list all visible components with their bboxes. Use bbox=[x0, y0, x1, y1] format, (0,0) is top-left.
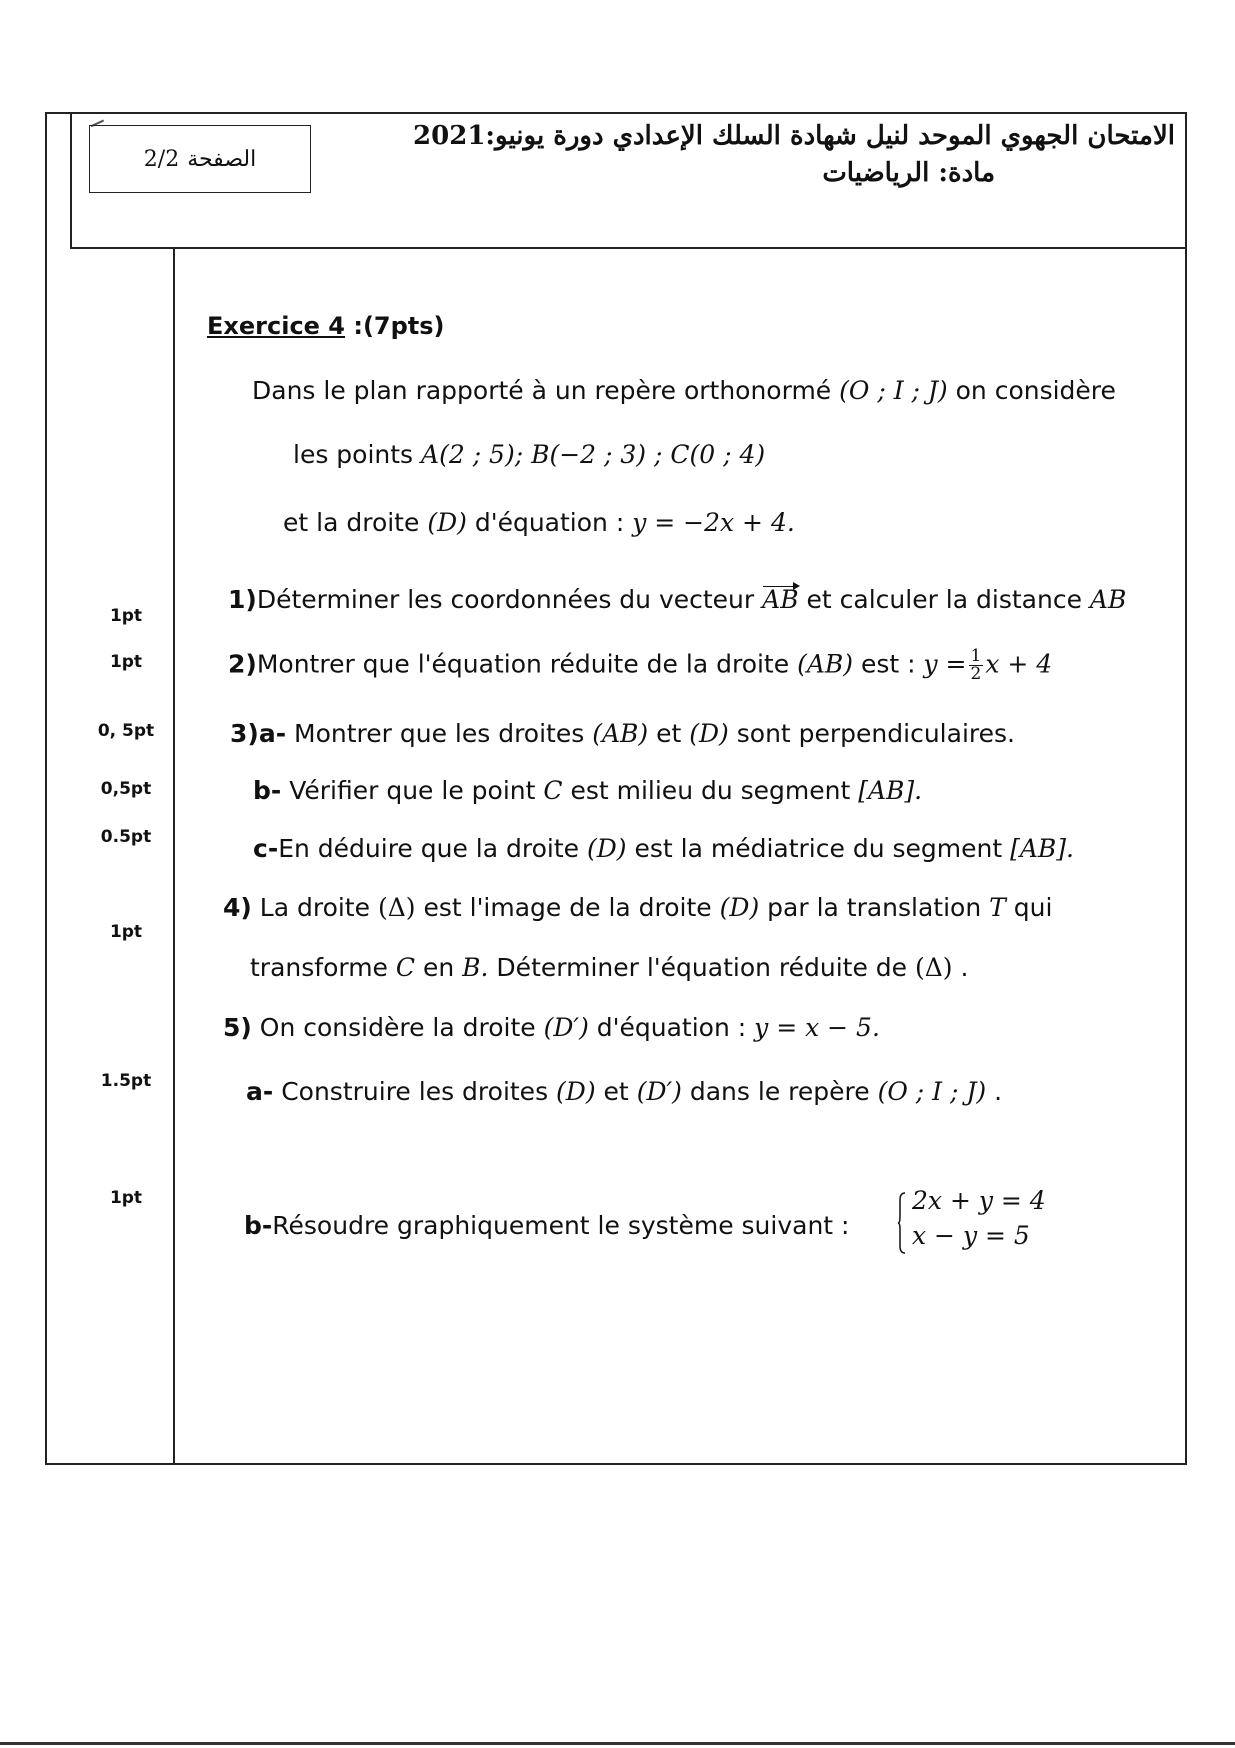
line-D-equation: y = −2x + 4. bbox=[632, 508, 795, 537]
points-q3a: 0, 5pt bbox=[97, 721, 155, 741]
q3b-point-C: C bbox=[543, 776, 563, 805]
intro-text-3: et la droite bbox=[283, 508, 428, 537]
q5-text: On considère la droite bbox=[251, 1013, 544, 1042]
fraction-one-half bbox=[969, 648, 984, 683]
page-number: 2/2 bbox=[143, 146, 180, 172]
points-q3b: 0,5pt bbox=[100, 779, 152, 799]
q3a-line-AB: (AB) bbox=[592, 719, 649, 748]
q3c-segment-AB: [AB]. bbox=[1010, 834, 1074, 863]
q4-line-delta: (Δ) bbox=[915, 953, 953, 982]
fraction-numerator: 1 bbox=[970, 646, 982, 666]
q1-text: Déterminer les coordonnées du vecteur bbox=[256, 585, 763, 614]
q2-number: 2) bbox=[228, 649, 257, 679]
left-brace-icon bbox=[898, 1192, 906, 1254]
q5a-text-mid2: dans le repère bbox=[681, 1077, 878, 1106]
points-q4: 1pt bbox=[109, 922, 143, 942]
q4-number: 4) bbox=[223, 893, 252, 922]
q5a-text-mid: et bbox=[595, 1077, 637, 1106]
q3b-number: b- bbox=[253, 776, 282, 805]
q3b-text-mid: est milieu du segment bbox=[562, 776, 859, 805]
question-5a bbox=[246, 1077, 1002, 1106]
q4-text-mid: est l'image de la droite bbox=[415, 893, 720, 922]
points-q5b: 1pt bbox=[109, 1188, 143, 1208]
q4-text-end: qui bbox=[1005, 893, 1053, 922]
q3c-text: En déduire que la droite bbox=[278, 834, 587, 863]
exercise-title: Exercice 4 bbox=[207, 312, 345, 340]
q3c-text-mid: est la médiatrice du segment bbox=[626, 834, 1011, 863]
system-equation-2: x − y = 5 bbox=[912, 1221, 1030, 1250]
points-column-divider bbox=[173, 247, 175, 1465]
translation-T: T bbox=[989, 893, 1006, 922]
frame-notation: (O ; I ; J) bbox=[839, 376, 948, 405]
q5a-frame: (O ; I ; J) bbox=[877, 1077, 987, 1106]
q3b-segment-AB: [AB]. bbox=[858, 776, 923, 805]
q5a-line-D: (D) bbox=[556, 1077, 596, 1106]
question-5 bbox=[223, 1013, 880, 1042]
q4-text: La droite bbox=[251, 893, 378, 922]
question-5b bbox=[244, 1211, 849, 1240]
q2-eq-start: y = bbox=[923, 649, 967, 679]
exercise-heading bbox=[207, 312, 445, 340]
points-q1: 1pt bbox=[109, 606, 143, 626]
q3c-line-D: (D) bbox=[586, 834, 627, 863]
q5b-number: b- bbox=[244, 1211, 273, 1240]
header-left-border bbox=[70, 112, 72, 247]
intro-line-3 bbox=[283, 508, 795, 537]
intro-text-3-mid: d'équation : bbox=[466, 508, 633, 537]
system-equation-1: 2x + y = 4 bbox=[912, 1186, 1046, 1215]
header-divider bbox=[70, 247, 1187, 249]
q3b-text: Vérifier que le point bbox=[281, 776, 544, 805]
page-number-box bbox=[89, 125, 311, 193]
q5a-line-D-prime: (D′) bbox=[636, 1077, 682, 1106]
intro-line-2 bbox=[293, 440, 765, 469]
q5-text-mid: d'équation : bbox=[588, 1013, 755, 1042]
distance-AB: AB bbox=[1089, 585, 1127, 614]
q4-point-B: B. bbox=[462, 953, 489, 982]
q5a-text: Construire les droites bbox=[273, 1077, 557, 1106]
question-1 bbox=[228, 585, 1126, 614]
q2-eq-end: x + 4 bbox=[985, 649, 1053, 679]
q5b-text: Résoudre graphiquement le système suivant : bbox=[272, 1211, 850, 1240]
q4-line-D: (D) bbox=[719, 893, 760, 922]
exam-subject: مادة: الرياضيات bbox=[822, 158, 995, 188]
q3a-line-D: (D) bbox=[689, 719, 729, 748]
q3c-number: c- bbox=[253, 834, 279, 863]
q3a-text-end: sont perpendiculaires. bbox=[728, 719, 1015, 748]
intro-text-2: les points bbox=[293, 440, 422, 469]
q4-l2-text-b: en bbox=[415, 953, 463, 982]
q1-text-end: et calculer la distance bbox=[798, 585, 1090, 614]
vector-AB: AB bbox=[762, 585, 799, 614]
q2-text-mid: est : bbox=[853, 649, 924, 679]
q5a-text-end: . bbox=[986, 1077, 1003, 1106]
q4-l2-text-c: Déterminer l'équation réduite de bbox=[488, 953, 915, 982]
question-3c bbox=[253, 834, 1074, 863]
points-q5a: 1.5pt bbox=[100, 1071, 152, 1091]
points-q3c: 0.5pt bbox=[100, 827, 152, 847]
q3a-text: Montrer que les droites bbox=[286, 719, 593, 748]
exam-title: الامتحان الجهوي الموحد لنيل شهادة السلك الإعدادي دورة يونيو:2021 bbox=[413, 121, 1175, 151]
line-delta: (Δ) bbox=[377, 893, 416, 922]
fraction-denominator: 2 bbox=[970, 664, 982, 684]
question-3a bbox=[230, 719, 1015, 748]
q2-text: Montrer que l'équation réduite de la droite bbox=[256, 649, 798, 679]
line-D-label: (D) bbox=[427, 508, 467, 537]
line-D-prime-equation: y = x − 5. bbox=[754, 1013, 880, 1042]
intro-text-1: Dans le plan rapporté à un repère orthonormé bbox=[252, 376, 840, 405]
q4-l2-text-d: . bbox=[952, 953, 969, 982]
q4-l2-text-a: transforme bbox=[250, 953, 396, 982]
question-4-line-1 bbox=[223, 893, 1052, 922]
q3a-text-mid: et bbox=[648, 719, 690, 748]
question-4-line-2 bbox=[250, 953, 968, 982]
line-D-prime: (D′) bbox=[543, 1013, 589, 1042]
q5-number: 5) bbox=[223, 1013, 252, 1042]
q5a-number: a- bbox=[246, 1077, 274, 1106]
q3a-number: 3)a- bbox=[230, 719, 287, 748]
intro-text-1-end: on considère bbox=[947, 376, 1116, 405]
scan-bottom-edge bbox=[0, 1742, 1235, 1745]
q4-text-mid2: par la translation bbox=[759, 893, 990, 922]
intro-line-1 bbox=[252, 376, 1116, 405]
q4-point-C: C bbox=[395, 953, 416, 982]
question-2 bbox=[228, 648, 1052, 683]
points-list: A(2 ; 5); B(−2 ; 3) ; C(0 ; 4) bbox=[421, 440, 766, 469]
page-label: الصفحة bbox=[187, 146, 257, 172]
line-AB-label: (AB) bbox=[797, 649, 853, 679]
question-3b bbox=[253, 776, 922, 805]
points-q2: 1pt bbox=[109, 652, 143, 672]
exercise-points: :(7pts) bbox=[345, 312, 445, 340]
q1-number: 1) bbox=[228, 585, 257, 614]
